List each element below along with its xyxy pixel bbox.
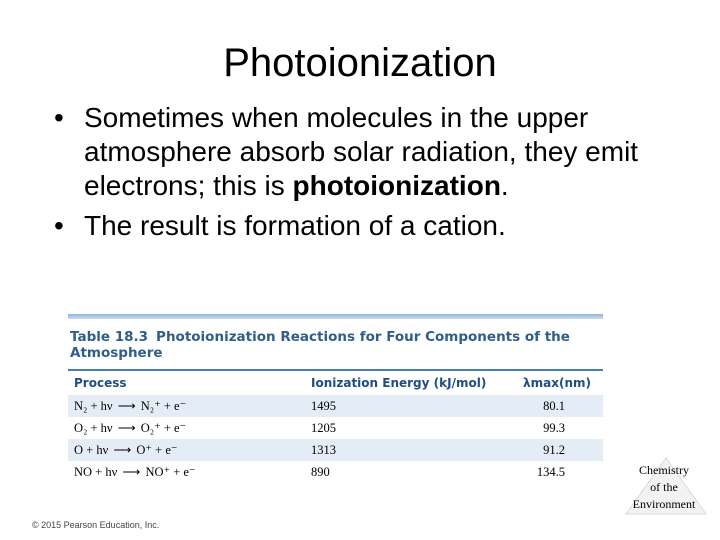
table-row [68,395,603,417]
table-row [68,461,603,483]
corner-text [622,462,706,513]
table-row [68,439,603,461]
reactant: O + hν [74,443,109,457]
process-cell [68,395,305,417]
bullet-text: Sometimes when molecules in the upper atmosphere absorb solar radiation, they emit electrons; this is [84,102,639,201]
header-energy: Ionization Energy (kJ/mol) [311,376,487,390]
reactant: N₂ + hν [74,399,113,413]
process-cell [68,439,305,461]
bullet-item [50,101,670,203]
lambda-cell: 91.2 [543,442,565,457]
table-header-row [68,371,603,395]
copyright-footer: © 2015 Pearson Education, Inc. [32,520,160,530]
energy-cell: 890 [311,464,330,479]
photoionization-table [68,314,603,489]
reactant: NO + hν [74,465,118,479]
lambda-cell: 80.1 [543,398,565,413]
header-process: Process [74,376,127,390]
corner-label [624,456,708,516]
arrow-icon: ⟶ [117,421,136,435]
corner-line-2: of the [650,480,678,494]
arrow-icon: ⟶ [117,399,136,413]
energy-cell: 1495 [311,398,336,413]
reactant: O₂ + hν [74,421,113,435]
table-row [68,417,603,439]
process-cell [68,417,305,439]
corner-line-1: Chemistry [639,463,689,477]
corner-line-3: Environment [632,497,696,511]
bullet-bold-term: photoionization [292,170,501,201]
data-table [68,371,603,483]
table-number: Table 18.3 [70,329,149,345]
slide-title: Photoionization [223,41,497,85]
lambda-cell: 134.5 [536,464,565,479]
product: N₂⁺ + e⁻ [140,399,187,413]
bullet-text: The result is formation of a cation. [84,210,506,241]
product: O₂⁺ + e⁻ [140,421,187,435]
bullet-list [50,101,670,249]
table-caption-text: Photoionization Reactions for Four Components of the Atmosphere [70,329,570,361]
header-lambda: λmax(nm) [523,376,591,390]
table-caption [68,319,603,369]
arrow-icon: ⟶ [113,443,132,457]
bullet-item [50,209,670,243]
product: O⁺ + e⁻ [136,443,178,457]
bullet-marker: • [54,102,64,133]
bullet-text-end: . [500,170,509,201]
process-cell [68,461,305,483]
lambda-cell: 99.3 [543,420,565,435]
arrow-icon: ⟶ [122,465,141,479]
bullet-marker: • [54,210,64,241]
product: NO⁺ + e⁻ [145,465,196,479]
energy-cell: 1205 [311,420,336,435]
energy-cell: 1313 [311,442,336,457]
